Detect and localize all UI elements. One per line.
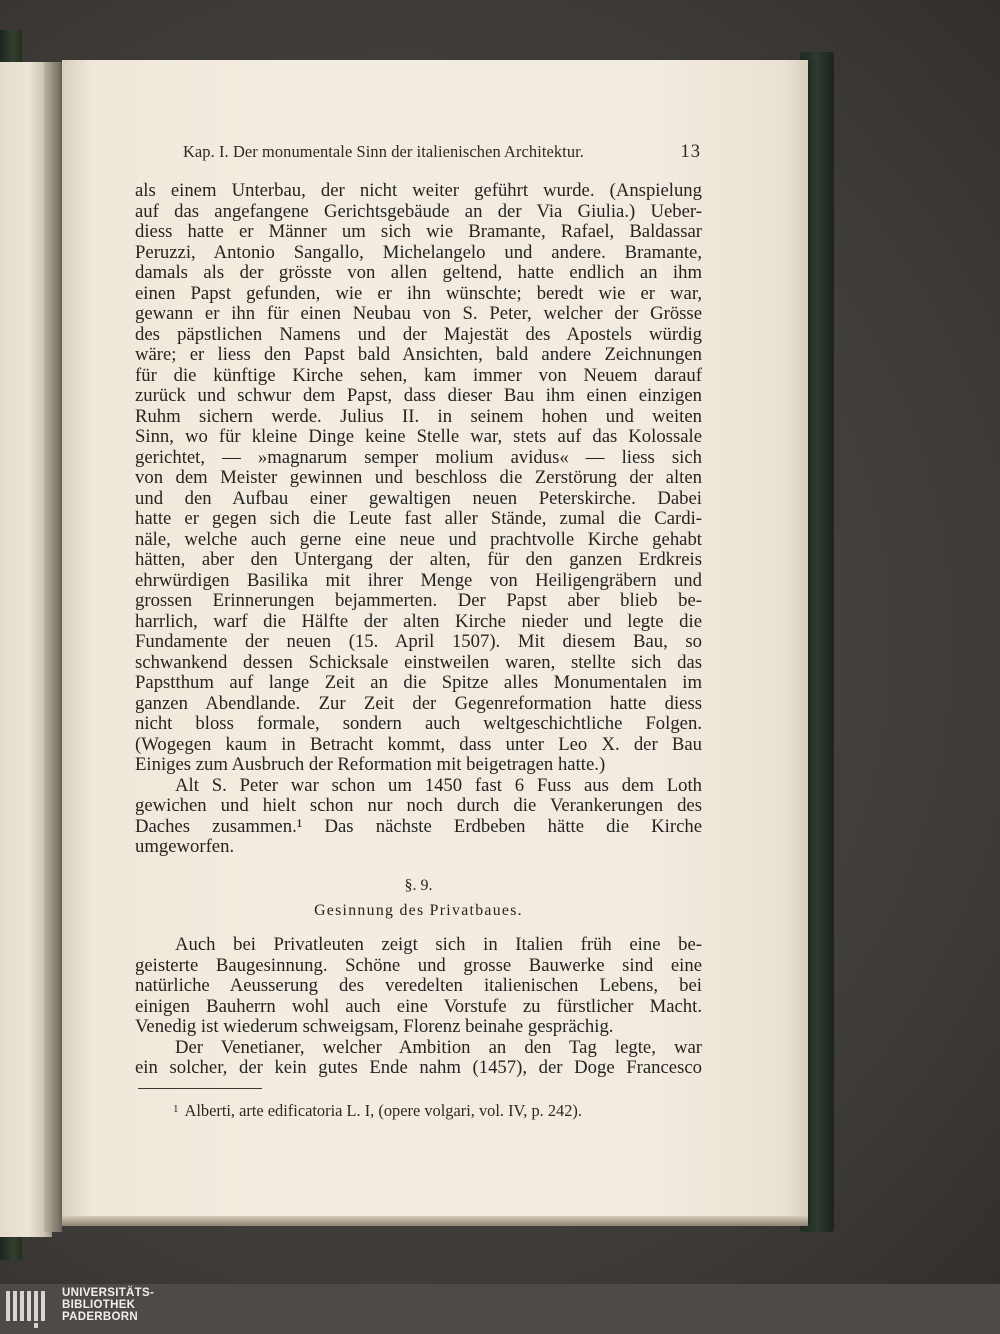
text-line: Auch bei Privatleuten zeigt sich in Italien früh eine be-: [175, 934, 702, 955]
text-line: des päpstlichen Namens und der Majestät des Apostels würdig: [135, 323, 702, 345]
text-line: Ruhm sichern werde. Julius II. in seinem hohen und weiten: [135, 405, 702, 427]
footnote-marker: 1: [173, 1103, 179, 1115]
text-line: harrlich, warf die Hälfte der alten Kirche nieder und legte die: [135, 610, 702, 632]
text-line: natürliche Aeusserung des veredelten italienischen Lebens, bei: [135, 975, 702, 996]
paragraph-3: [135, 935, 702, 1079]
text-line: nicht bloss formale, sondern auch weltgeschichtliche Folgen.: [135, 713, 702, 734]
text-line: Fundamente der neuen (15. April 1507). Mit diesem Bau, so: [135, 631, 702, 652]
text-line: Papstthum auf lange Zeit an die Spitze alles Monumentalen im: [135, 672, 702, 693]
text-line: Venedig ist wiederum schweigsam, Florenz beinahe gesprächig.: [135, 1016, 614, 1037]
text-line: ehrwürdigen Basilika mit ihrer Menge von Heiligengräbern und: [135, 569, 702, 591]
text-line: einen Papst gefunden, wie er ihn wünschte; beredt wie er war,: [135, 282, 702, 304]
text-line: wäre; er liess den Papst bald Ansichten, bald andere Zeichnungen: [135, 344, 702, 365]
footnote-text: Alberti, arte edificatoria L. I, (opere volgari, vol. IV, p. 242).: [184, 1101, 582, 1120]
text-line: näle, welche auch gerne eine neue und prachtvolle Kirche gehabt: [135, 528, 702, 550]
library-logo-icon: [4, 1289, 48, 1329]
text-line: zurück und schwur dem Papst, dass dieser Bau ihm einen einzigen: [135, 385, 702, 406]
book-gutter: [44, 62, 62, 1232]
text-line: auf das angefangene Gerichtsgebäude an der Via Giulia.) Ueber-: [135, 200, 702, 222]
logo-line: UNIVERSITÄTS-: [62, 1287, 155, 1299]
text-line: damals als der grösste von allen geltend, hatte endlich an ihm: [135, 262, 702, 283]
section-title: Gesinnung des Privatbaues.: [314, 902, 523, 919]
text-line: Peruzzi, Antonio Sangallo, Michelangelo und andere. Bramante,: [135, 241, 702, 263]
text-line: und den Aufbau einer gewaltigen neuen Peterskirche. Dabei: [135, 487, 702, 509]
text-line: als einem Unterbau, der nicht weiter geführt wurde. (Anspielung: [135, 180, 702, 201]
text-line: einigen Bauherrn wohl auch eine Vorstufe zu fürstlicher Macht.: [135, 995, 702, 1017]
running-title: Kap. I. Der monumentale Sinn der italienischen Architektur.: [183, 142, 584, 161]
paragraph-1: [135, 181, 702, 858]
text-line: von dem Meister gewinnen und beschloss die Zerstörung der alten: [135, 467, 702, 488]
text-line: schwankend dessen Schicksale einstweilen waren, stellte sich das: [135, 651, 702, 673]
text-line: diess hatte er Männer um sich wie Bramante, Rafael, Baldassar: [135, 221, 702, 242]
text-line: gewann er ihn für einen Neubau von S. Peter, welcher der Grösse: [135, 303, 702, 324]
text-line: Alt S. Peter war schon um 1450 fast 6 Fuss aus dem Loth: [175, 774, 702, 796]
text-line: (Wogegen kaum in Betracht kommt, dass unter Leo X. der Bau: [135, 733, 702, 755]
text-line: gewichen und hielt schon nur noch durch die Verankerungen des: [135, 795, 702, 816]
footnote: [173, 1101, 582, 1121]
section-number: §. 9.: [404, 877, 433, 894]
page-stack-edge: [62, 1216, 808, 1226]
text-line: grossen Erinnerungen bejammerten. Der Papst aber blieb be-: [135, 590, 702, 611]
text-line: Einiges zum Ausbruch der Reformation mit beigetragen hatte.): [135, 754, 606, 775]
logo-line: PADERBORN: [62, 1311, 138, 1324]
text-line: ganzen Abendlande. Zur Zeit der Gegenreformation hatte diess: [135, 692, 702, 714]
text-line: Der Venetianer, welcher Ambition an den Tag legte, war: [175, 1036, 702, 1058]
text-line: hätten, aber den Untergang der alten, für den ganzen Erdkreis: [135, 549, 702, 570]
text-line: für die künftige Kirche sehen, kam immer von Neuem darauf: [135, 364, 702, 386]
text-line: geisterte Baugesinnung. Schöne und grosse Bauwerke sind eine: [135, 954, 702, 976]
text-line: umgeworfen.: [135, 836, 235, 857]
text-line: hatte er gegen sich die Leute fast aller Stände, zumal die Cardi-: [135, 508, 702, 529]
running-header: [183, 142, 703, 164]
text-line: Sinn, wo für kleine Dinge keine Stelle war, stets auf das Kolossale: [135, 426, 702, 447]
page-number: 13: [680, 142, 701, 162]
library-logo-text: [62, 1287, 154, 1324]
text-line: gerichtet, — »magnarum semper molium avidus« — liess sich: [135, 446, 702, 468]
text-line: Daches zusammen.¹ Das nächste Erdbeben hätte die Kirche: [135, 815, 702, 837]
footnote-rule: [138, 1088, 262, 1089]
text-line: ein solcher, der kein gutes Ende nahm (1457), der Doge Francesco: [135, 1057, 702, 1078]
logo-line: BIBLIOTHEK: [62, 1299, 136, 1312]
